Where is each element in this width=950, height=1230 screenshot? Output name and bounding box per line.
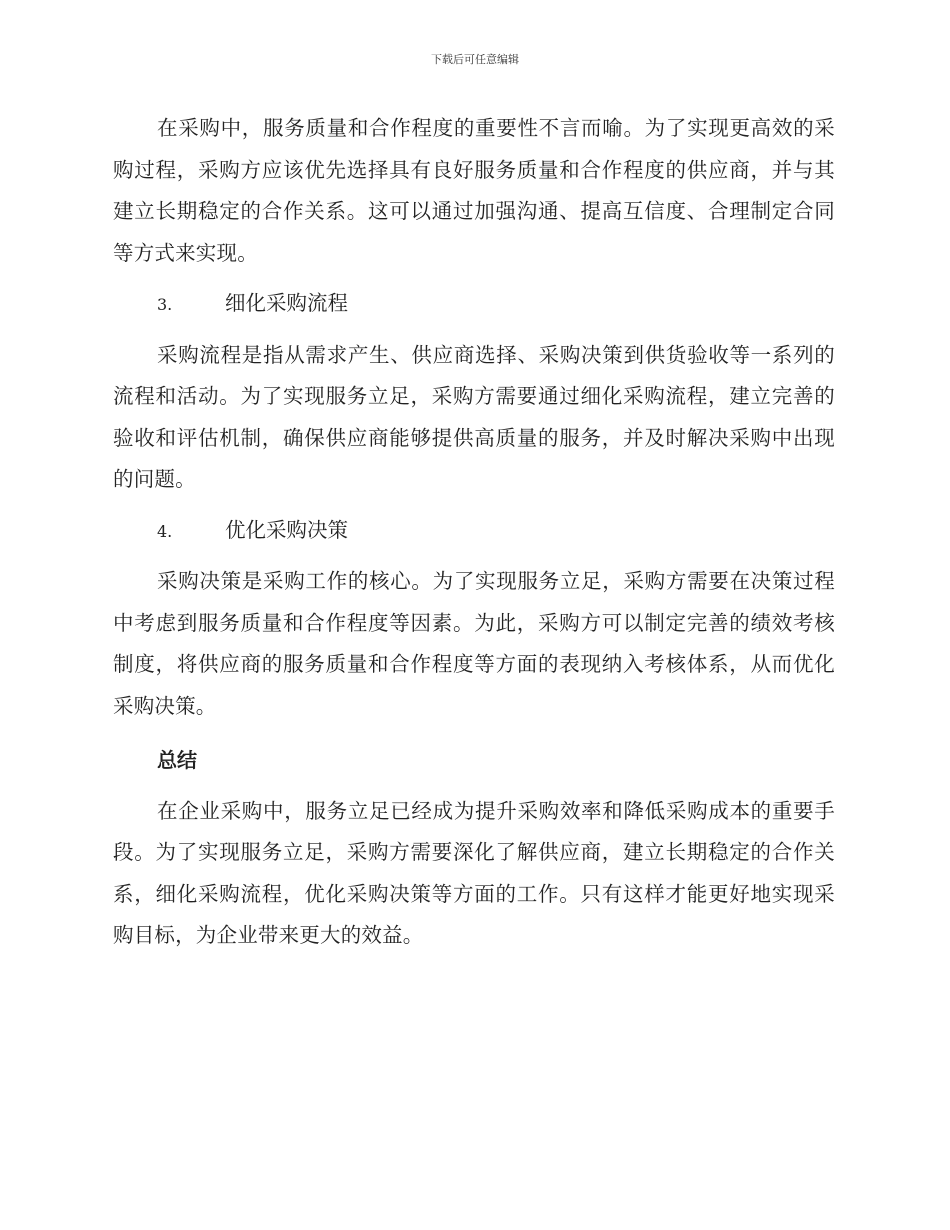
- paragraph-service-quality: 在采购中，服务质量和合作程度的重要性不言而喻。为了实现更高效的采购过程，采购方应该优先选择具有良好服务质量和合作程度的供应商，并与其建立长期稳定的合作关系。这可以通过加强沟通、提高互信度、合理制定合同等方式来实现。: [113, 116, 835, 265]
- list-item-heading: [113, 283, 835, 326]
- list-item-title: 细化采购流程: [225, 291, 348, 315]
- paragraph-summary: 在企业采购中，服务立足已经成为提升采购效率和降低采购成本的重要手段。为了实现服务立足，采购方需要深化了解供应商，建立长期稳定的合作关系，细化采购流程，优化采购决策等方面的工作。只有这样才能更好地实现采购目标，为企业带来更大的效益。: [113, 798, 835, 947]
- section-title-summary: 总结: [157, 748, 197, 772]
- paragraph-procurement-decision: 采购决策是采购工作的核心。为了实现服务立足，采购方需要在决策过程中考虑到服务质量和合作程度等因素。为此，采购方可以制定完善的绩效考核制度，将供应商的服务质量和合作程度等方面的表现纳入考核体系，从而优化采购决策。: [113, 569, 835, 718]
- list-item-title: 优化采购决策: [225, 517, 348, 542]
- document-body: [113, 108, 835, 957]
- list-item-number: 4.: [157, 521, 173, 541]
- page-header: 下载后可任意编辑: [431, 53, 519, 66]
- list-item-heading: [113, 510, 835, 553]
- paragraph-procurement-process: 采购流程是指从需求产生、供应商选择、采购决策到供货验收等一系列的流程和活动。为了实现服务立足，采购方需要通过细化采购流程，建立完善的验收和评估机制，确保供应商能够提供高质量的服务，并及时解决采购中出现的问题。: [113, 342, 835, 491]
- list-item-number: 3.: [157, 295, 173, 314]
